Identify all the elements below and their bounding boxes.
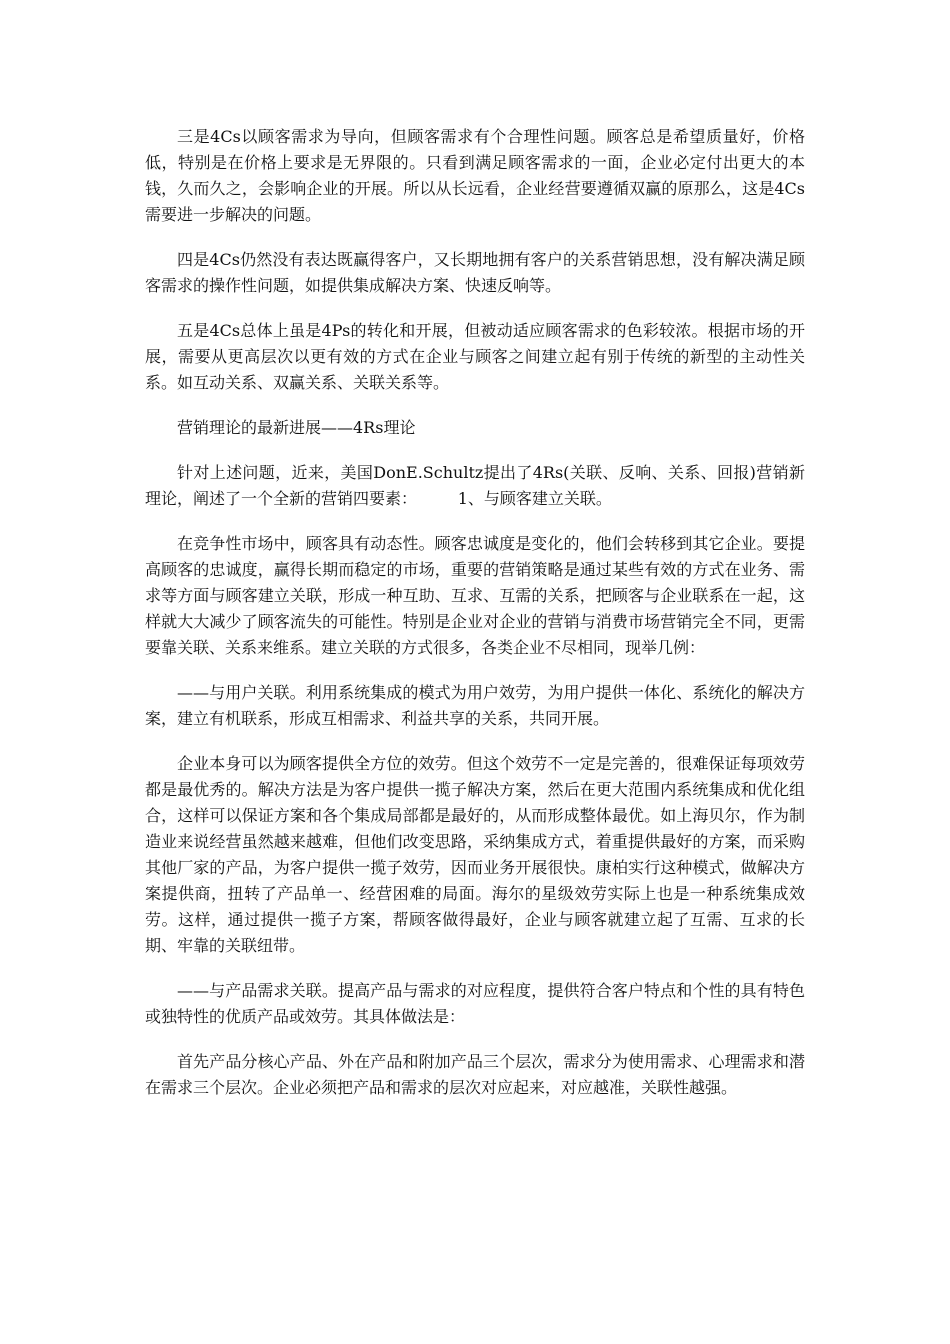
paragraph-customer-dynamics: 在竞争性市场中，顾客具有动态性。顾客忠诚度是变化的，他们会转移到其它企业。要提高顾客的忠诚度，赢得长期而稳定的市场，重要的营销策略是通过某些有效的方式在业务、需求等方面与顾客建立关联，形成一种互助、互求、互需的关系，把顾客与企业联系在一起，这样就大大减少了顾客流失的可能性。特别是企业对企业的营销与消费市场营销完全不同，更需要靠关联、关系来维系。建立关联的方式很多，各类企业不尽相同，现举几例： — [145, 534, 805, 657]
paragraph-4cs-passive: 五是4Cs总体上虽是4Ps的转化和开展，但被动适应顾客需求的色彩较浓。根据市场的开展，需要从更高层次以更有效的方式在企业与顾客之间建立起有别于传统的新型的主动性关系。如互动关系、双赢关系、关联关系等。 — [145, 321, 805, 392]
paragraph-user-association: ——与用户关联。利用系统集成的模式为用户效劳，为用户提供一体化、系统化的解决方案，建立有机联系，形成互相需求、利益共享的关系，共同开展。 — [145, 683, 805, 728]
paragraph-product-demand: ——与产品需求关联。提高产品与需求的对应程度，提供符合客户特点和个性的具有特色或独特性的优质产品或效劳。其具体做法是： — [145, 981, 805, 1026]
paragraph-4rs-intro: 针对上述问题，近来，美国DonE.Schultz提出了4Rs(关联、反响、关系、回报)营销新理论，阐述了一个全新的营销四要素： 1、与顾客建立关联。 — [145, 463, 805, 508]
section-heading-4rs: 营销理论的最新进展——4Rs理论 — [177, 418, 416, 437]
paragraph-4cs-rationality: 三是4Cs以顾客需求为导向，但顾客需求有个合理性问题。顾客总是希望质量好，价格低，特别是在价格上要求是无界限的。只看到满足顾客需求的一面，企业必定付出更大的本钱，久而久之，会影响企业的开展。所以从长远看，企业经营要遵循双赢的原那么，这是4Cs需要进一步解决的问题。 — [145, 127, 805, 224]
paragraph-product-levels: 首先产品分核心产品、外在产品和附加产品三个层次，需求分为使用需求、心理需求和潜在需求三个层次。企业必须把产品和需求的层次对应起来，对应越准，关联性越强。 — [145, 1052, 805, 1097]
document-body — [145, 124, 805, 1120]
paragraph-4cs-relationship: 四是4Cs仍然没有表达既赢得客户，又长期地拥有客户的关系营销思想，没有解决满足顾客需求的操作性问题，如提供集成解决方案、快速反响等。 — [145, 250, 805, 295]
paragraph-full-service: 企业本身可以为顾客提供全方位的效劳。但这个效劳不一定是完善的，很难保证每项效劳都是最优秀的。解决方法是为客户提供一揽子解决方案，然后在更大范围内系统集成和优化组合，这样可以保证方案和各个集成局部都是最好的，从而形成整体最优。如上海贝尔，作为制造业来说经营虽然越来越难，但他们改变思路，采纳集成方式，着重提供最好的方案，而采购其他厂家的产品，为客户提供一揽子效劳，因而业务开展很快。康柏实行这种模式，做解决方案提供商，扭转了产品单一、经营困难的局面。海尔的星级效劳实际上也是一种系统集成效劳。这样，通过提供一揽子方案，帮顾客做得最好，企业与顾客就建立起了互需、互求的长期、牢靠的关联纽带。 — [145, 754, 805, 955]
